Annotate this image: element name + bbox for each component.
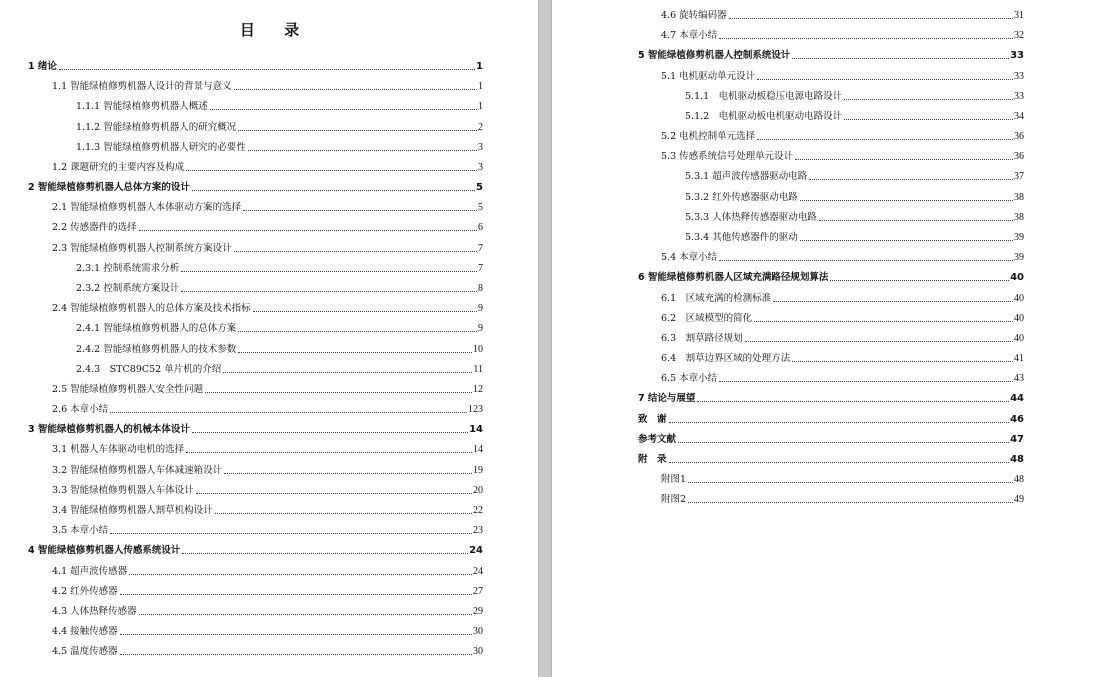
toc-dot-leader [238,352,472,353]
toc-entry-page: 6 [478,222,483,234]
toc-dot-leader [678,442,1009,443]
toc-entry[interactable] [685,109,1024,123]
toc-entry[interactable] [28,543,483,557]
toc-entry-title: 2.2 传感器件的选择 [52,222,137,234]
toc-entry-title: 2.1 智能绿植修剪机器人本体驱动方案的选择 [52,202,242,214]
toc-dot-leader [800,200,1013,201]
toc-entry-page: 5 [476,182,483,194]
toc-dot-leader [844,99,1013,100]
toc-entry-title: 2.3 智能绿植修剪机器人控制系统方案设计 [52,242,232,254]
toc-list-right [551,0,1120,677]
toc-entry-title: 附图1 [661,474,687,486]
toc-entry-page: 24 [469,545,483,557]
toc-entry[interactable] [52,160,483,174]
toc-entry-title: 2.4.1 智能绿植修剪机器人的总体方案 [76,323,237,335]
toc-entry-page: 41 [1014,353,1024,365]
toc-entry-page: 38 [1014,191,1024,203]
toc-entry-page: 37 [1014,171,1024,183]
toc-entry[interactable] [52,301,483,315]
toc-entry-title: 5.3.2 红外传感器驱动电路 [685,191,798,203]
toc-entry-title: 附图2 [661,494,687,506]
toc-entry[interactable] [76,342,483,356]
toc-entry-title: 5 智能绿植修剪机器人控制系统设计 [638,50,791,62]
toc-entry-page: 22 [473,504,483,516]
toc-dot-leader [697,401,1009,402]
toc-entry-page: 27 [473,585,483,597]
toc-entry-page: 11 [473,363,483,375]
toc-entry-title: 5.3.3 人体热释传感器驱动电路 [685,211,817,223]
toc-dot-leader [186,170,477,171]
toc-dot-leader [139,614,472,615]
toc-entry-title: 1.1.1 智能绿植修剪机器人概述 [76,101,208,113]
toc-dot-leader [192,190,475,191]
toc-entry[interactable] [661,291,1024,305]
toc-entry[interactable] [52,523,483,537]
toc-entry-title: 1 绪论 [28,61,57,72]
toc-entry-page: 1 [478,101,483,113]
toc-entry[interactable] [661,129,1024,143]
toc-entry-title: 5.1.1 电机驱动板稳压电源电路设计 [685,90,843,102]
toc-entry[interactable] [52,483,483,497]
toc-entry[interactable] [76,321,483,335]
toc-entry-page: 9 [478,323,483,335]
toc-entry-title: 2.4.3 STC89C52 单片机的介绍 [76,363,222,375]
toc-page-left [0,0,539,677]
toc-entry-title: 4.6 旋转编码器 [661,10,727,21]
toc-entry-title: 1.2 课题研究的主要内容及构成 [52,161,185,173]
toc-dot-leader [234,251,477,252]
toc-entry-title: 6.2 区域模型的简化 [661,312,753,324]
toc-entry[interactable] [638,432,1024,446]
toc-entry-page: 30 [473,626,483,638]
toc-entry-title: 2.5 智能绿植修剪机器人安全性问题 [52,383,204,395]
toc-entry-title: 1.1 智能绿植修剪机器人设计的背景与意义 [52,81,232,93]
toc-dot-leader [729,18,1013,19]
toc-dot-leader [110,533,472,534]
toc-dot-leader [800,240,1013,241]
toc-entry-page: 24 [473,565,483,577]
toc-entry-title: 7 结论与展望 [638,393,696,405]
toc-entry-page: 29 [473,605,483,617]
toc-entry[interactable] [638,452,1024,466]
toc-entry-page: 123 [468,404,483,416]
toc-dot-leader [120,654,472,655]
toc-entry[interactable] [685,190,1024,204]
toc-dot-leader [719,381,1013,382]
toc-dot-leader [181,291,477,292]
toc-entry-page: 1 [476,61,483,72]
toc-entry-page: 19 [473,464,483,476]
toc-entry-title: 参考文献 [638,433,677,445]
toc-dot-leader [795,159,1013,160]
toc-entry-page: 14 [469,424,483,436]
toc-entry-page: 48 [1010,453,1024,465]
toc-entry-page: 32 [1014,30,1024,42]
toc-entry-page: 40 [1014,332,1024,344]
toc-entry-title: 5.3.1 超声波传感器驱动电路 [685,171,808,183]
toc-entry[interactable] [76,261,483,275]
toc-entry-page: 20 [473,484,483,496]
toc-entry[interactable] [52,442,483,456]
toc-dot-leader [688,482,1013,483]
toc-entry[interactable] [52,624,483,638]
toc-entry[interactable] [52,220,483,234]
toc-entry-title: 3.5 本章小结 [52,525,109,537]
page-gap [539,0,551,677]
toc-entry[interactable] [661,472,1024,486]
toc-entry[interactable] [52,463,483,477]
toc-entry-page: 7 [478,262,483,274]
toc-dot-leader [139,230,477,231]
toc-entry-page: 40 [1014,292,1024,304]
toc-dot-leader [809,179,1013,180]
toc-entry-title: 1.1.2 智能绿植修剪机器人的研究概况 [76,121,237,133]
toc-dot-leader [224,473,472,474]
toc-entry-page: 7 [478,242,483,254]
toc-entry-page: 49 [1014,494,1024,506]
toc-entry[interactable] [76,362,483,376]
toc-entry-title: 2.4.2 智能绿植修剪机器人的技术参数 [76,343,237,355]
toc-entry-title: 2.3.2 控制系统方案设计 [76,282,180,294]
toc-entry[interactable] [685,169,1024,183]
toc-entry[interactable] [52,241,483,255]
toc-entry-page: 39 [1014,252,1024,264]
toc-entry-page: 34 [1014,110,1024,122]
toc-entry[interactable] [661,311,1024,325]
toc-entry[interactable] [52,402,483,416]
toc-entry[interactable] [661,250,1024,264]
toc-dot-leader [210,109,477,110]
toc-entry[interactable] [76,99,483,113]
toc-entry[interactable] [661,149,1024,163]
toc-dot-leader [688,502,1013,503]
toc-entry-page: 38 [1014,211,1024,223]
toc-entry-title: 3.2 智能绿植修剪机器人车体减速箱设计 [52,464,223,476]
toc-dot-leader [120,634,472,635]
toc-entry-title: 3.4 智能绿植修剪机器人割草机构设计 [52,504,213,516]
toc-entry-title: 5.3 传感系统信号处理单元设计 [661,151,794,163]
toc-dot-leader [238,130,477,131]
toc-entry[interactable] [661,331,1024,345]
toc-entry-title: 附 录 [638,453,667,465]
toc-entry-title: 4.2 红外传感器 [52,585,118,597]
toc-entry[interactable] [76,281,483,295]
toc-entry[interactable] [52,200,483,214]
toc-entry[interactable] [76,140,483,154]
toc-entry-title: 5.2 电机控制单元选择 [661,131,756,143]
toc-dot-leader [215,513,472,514]
toc-entry-title: 2 智能绿植修剪机器人总体方案的设计 [28,182,190,194]
toc-entry-title: 6 智能绿植修剪机器人区域充满路径规划算法 [638,272,829,284]
toc-entry[interactable] [52,604,483,618]
toc-entry-title: 6.3 割草路径规划 [661,332,743,344]
toc-entry-page: 46 [1010,413,1024,425]
toc-dot-leader [757,139,1013,140]
toc-entry-page: 43 [1014,373,1024,385]
toc-dot-leader [223,372,472,373]
toc-dot-leader [253,311,477,312]
toc-entry-title: 4.5 温度传感器 [52,646,118,658]
toc-entry[interactable] [28,59,483,73]
toc-entry[interactable] [52,79,483,93]
toc-entry-title: 3.3 智能绿植修剪机器人车体设计 [52,484,194,496]
toc-dot-leader [243,210,477,211]
toc-entry[interactable] [28,422,483,436]
toc-dot-leader [181,271,477,272]
toc-entry[interactable] [52,382,483,396]
toc-entry-title: 4.7 本章小结 [661,30,718,42]
toc-dot-leader [844,119,1013,120]
toc-entry-title: 5.1 电机驱动单元设计 [661,70,756,82]
toc-entry[interactable] [638,412,1024,426]
toc-page-right [551,0,1120,677]
toc-dot-leader [238,331,477,332]
toc-entry-page: 1 [478,81,483,93]
toc-entry-page: 30 [473,646,483,658]
toc-entry[interactable] [638,391,1024,405]
toc-dot-leader [186,452,472,453]
toc-entry-page: 39 [1014,231,1024,243]
toc-dot-leader [819,220,1013,221]
toc-entry-title: 3.1 机器人车体驱动电机的选择 [52,444,185,456]
toc-entry-page: 47 [1010,433,1024,445]
toc-entry-title: 6.5 本章小结 [661,373,718,385]
toc-entry[interactable] [638,270,1024,284]
toc-dot-leader [182,553,468,554]
toc-entry-page: 33 [1014,90,1024,102]
toc-entry[interactable] [661,492,1024,506]
toc-entry[interactable] [661,371,1024,385]
toc-list-left [0,0,539,677]
toc-entry[interactable] [661,351,1024,365]
toc-entry-page: 33 [1014,70,1024,82]
toc-entry-page: 31 [1014,10,1024,21]
toc-entry-title: 4.3 人体热释传感器 [52,605,137,617]
toc-dot-leader [757,79,1013,80]
toc-dot-leader [719,38,1013,39]
toc-dot-leader [205,392,472,393]
toc-dot-leader [669,422,1010,423]
toc-entry-title: 2.4 智能绿植修剪机器人的总体方案及技术指标 [52,303,251,315]
toc-dot-leader [120,594,472,595]
toc-entry-page: 5 [478,202,483,214]
toc-entry[interactable] [76,120,483,134]
toc-dot-leader [773,301,1013,302]
toc-entry-page: 23 [473,525,483,537]
toc-entry[interactable] [685,89,1024,103]
toc-dot-leader [196,493,472,494]
toc-entry-title: 4.1 超声波传感器 [52,565,128,577]
toc-entry-title: 6.1 区域充满的检测标准 [661,292,772,304]
toc-dot-leader [792,361,1013,362]
toc-entry-title: 2.3.1 控制系统需求分析 [76,262,180,274]
toc-entry-page: 3 [478,161,483,173]
toc-entry-page: 14 [473,444,483,456]
toc-dot-leader [669,462,1010,463]
toc-entry-page: 40 [1014,312,1024,324]
toc-entry-page: 36 [1014,131,1024,143]
toc-entry-title: 3 智能绿植修剪机器人的机械本体设计 [28,424,190,436]
toc-entry-page: 10 [473,343,483,355]
toc-entry[interactable] [52,564,483,578]
toc-entry-title: 4 智能绿植修剪机器人传感系统设计 [28,545,181,557]
toc-entry-page: 3 [478,141,483,153]
toc-entry[interactable] [661,8,1024,22]
toc-entry-title: 6.4 割草边界区域的处理方法 [661,353,791,365]
toc-dot-leader [745,341,1013,342]
toc-entry-page: 44 [1010,393,1024,405]
toc-dot-leader [754,321,1013,322]
toc-entry-title: 5.3.4 其他传感器件的驱动 [685,231,798,243]
toc-title: 目 录 [239,21,312,39]
toc-entry-page: 33 [1010,50,1024,62]
toc-entry[interactable] [661,69,1024,83]
toc-entry[interactable] [685,230,1024,244]
toc-entry-page: 9 [478,303,483,315]
toc-entry-page: 2 [478,121,483,133]
toc-entry[interactable] [638,48,1024,62]
toc-dot-leader [129,574,472,575]
toc-entry[interactable] [52,584,483,598]
toc-dot-leader [59,69,475,70]
toc-entry[interactable] [52,503,483,517]
toc-dot-leader [234,89,477,90]
toc-entry-page: 36 [1014,151,1024,163]
toc-entry-title: 2.6 本章小结 [52,404,109,416]
toc-entry[interactable] [685,210,1024,224]
toc-dot-leader [110,412,467,413]
toc-entry-title: 致 谢 [638,413,667,425]
toc-dot-leader [719,260,1013,261]
toc-entry-title: 4.4 接触传感器 [52,626,118,638]
toc-entry-title: 5.1.2 电机驱动板电机驱动电路设计 [685,110,843,122]
toc-entry-title: 1.1.3 智能绿植修剪机器人研究的必要性 [76,141,246,153]
toc-entry-title: 5.4 本章小结 [661,252,718,264]
toc-dot-leader [792,58,1009,59]
toc-entry[interactable] [28,180,483,194]
toc-dot-leader [248,150,477,151]
toc-dot-leader [192,432,468,433]
toc-dot-leader [830,280,1009,281]
toc-entry-page: 48 [1014,474,1024,486]
toc-entry[interactable] [661,28,1024,42]
toc-entry-page: 40 [1010,272,1024,284]
toc-entry[interactable] [52,644,483,658]
toc-entry-page: 12 [473,383,483,395]
toc-entry-page: 8 [478,282,483,294]
